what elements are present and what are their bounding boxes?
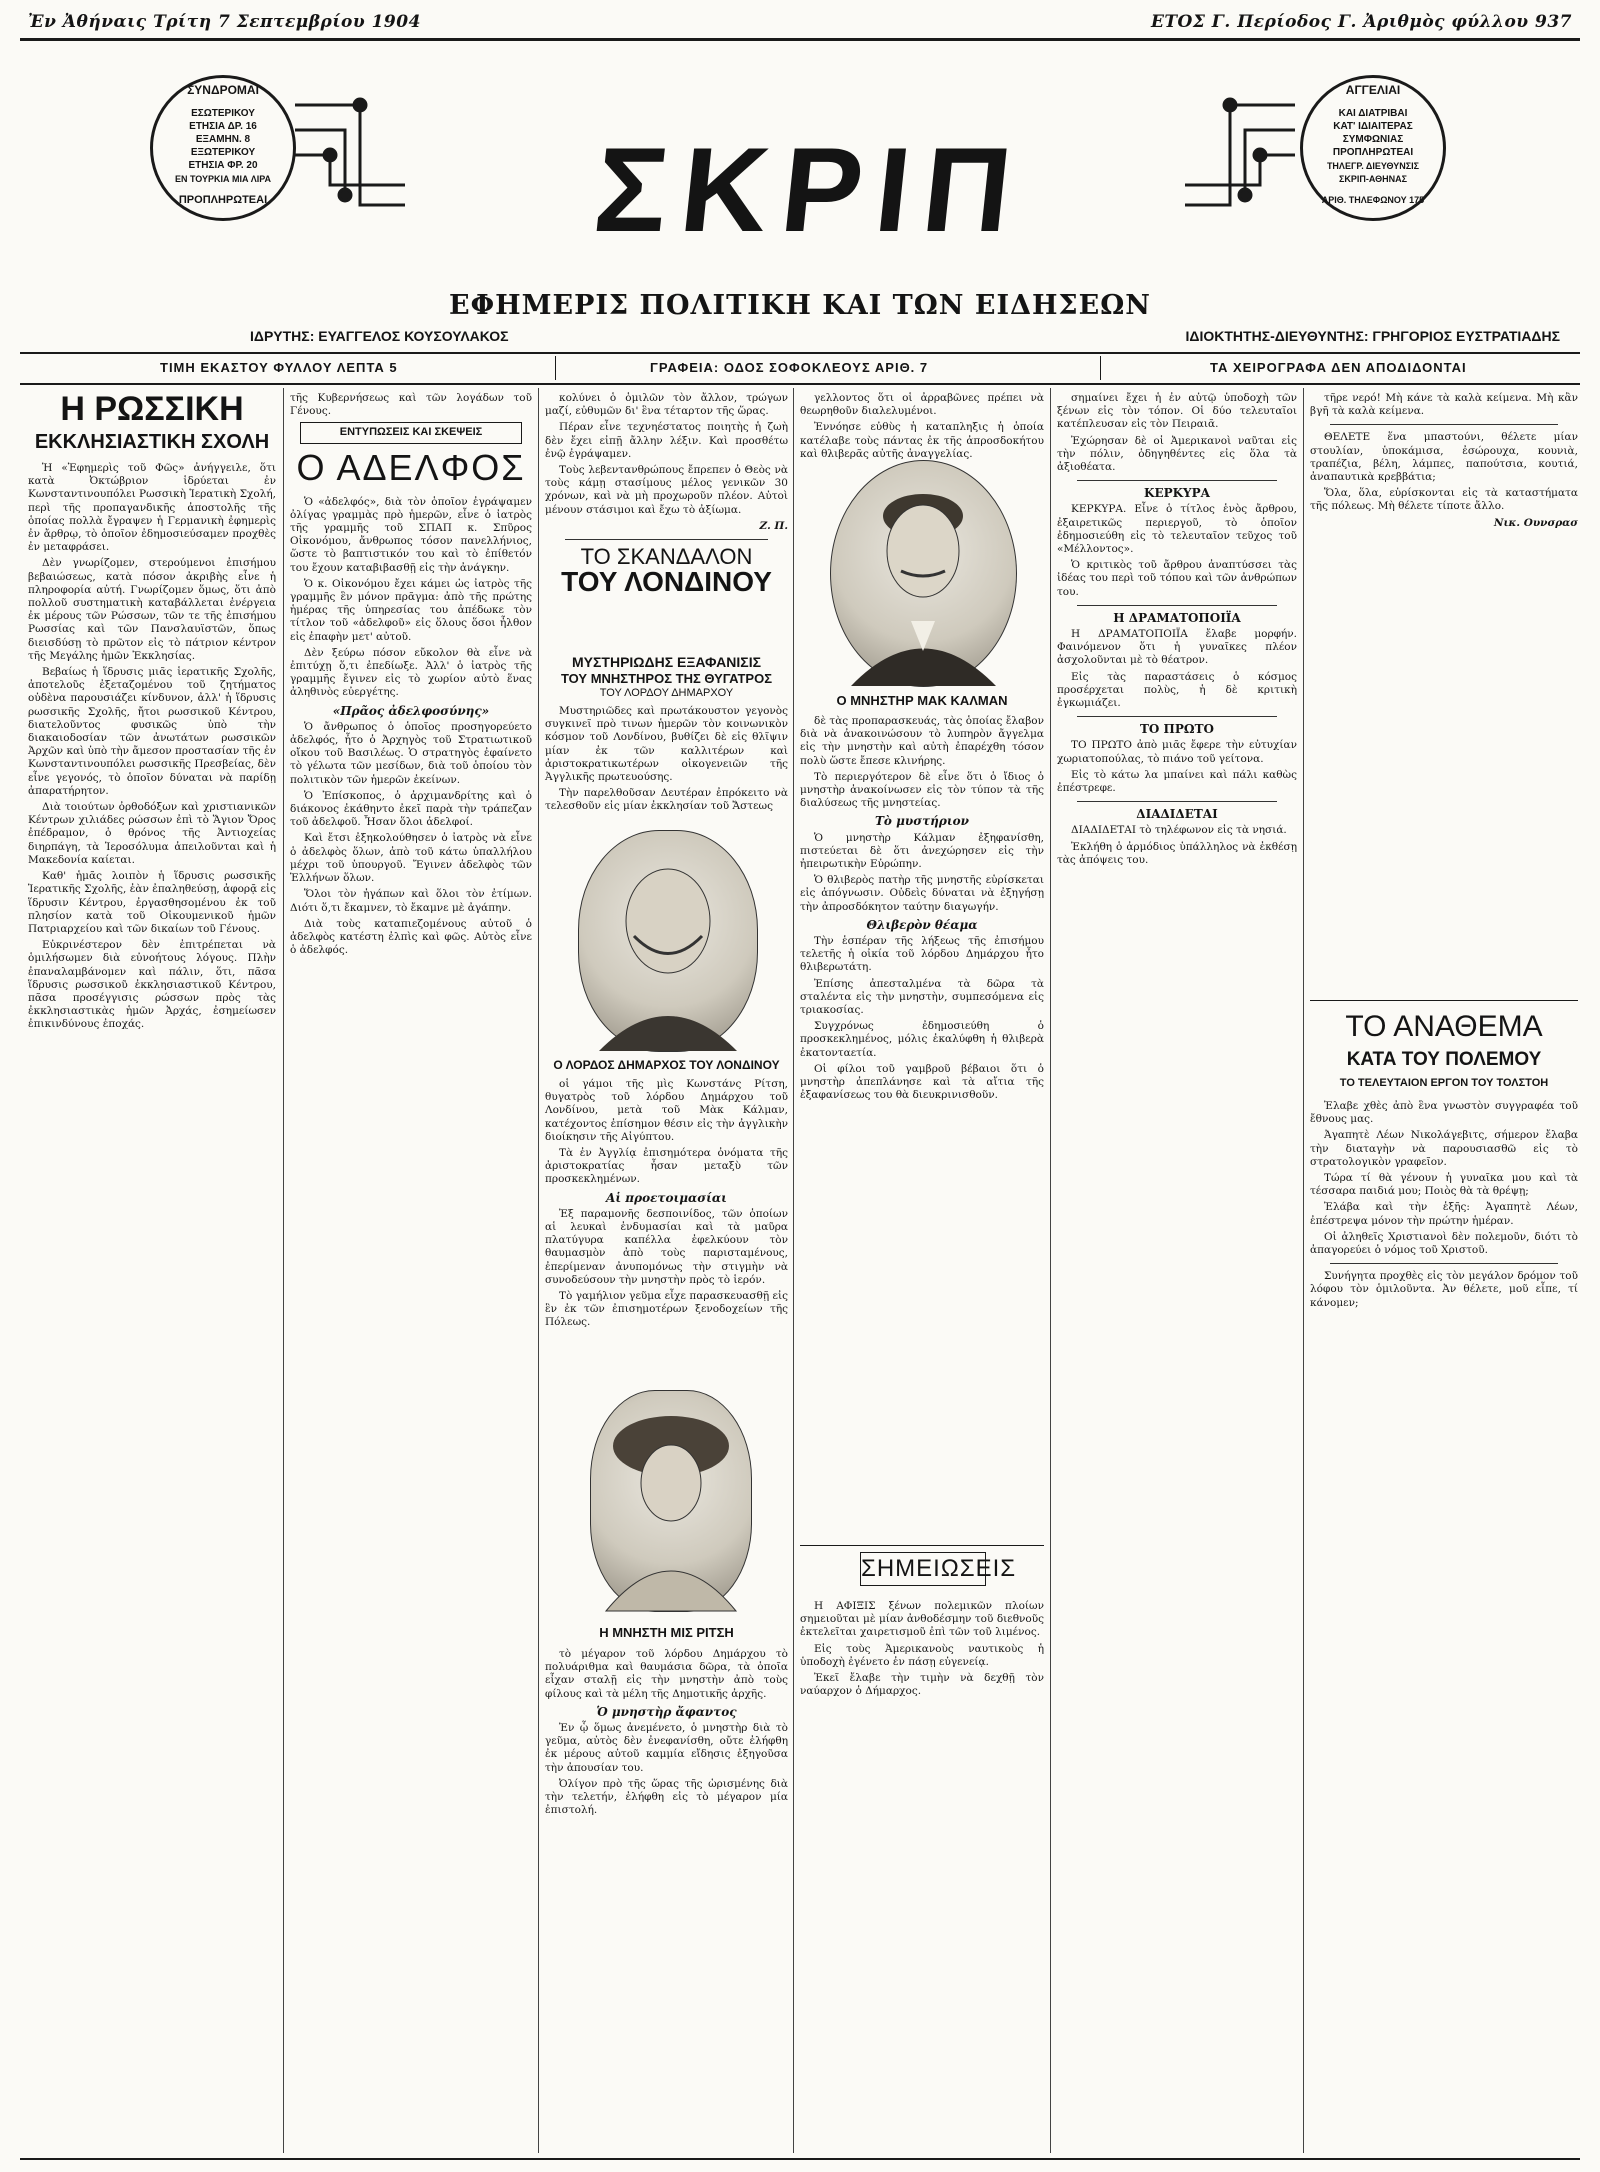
signature: Νικ. Ουνσρασ xyxy=(1493,516,1578,529)
groom-portrait xyxy=(830,460,1017,687)
subheading: Ὁ μνηστὴρ ἄφαντος xyxy=(596,1704,737,1719)
column-6-top xyxy=(1310,392,1578,982)
infobar-divider xyxy=(555,356,556,380)
section-heading: ΤΟ ΠΡΩΤΟ xyxy=(1140,722,1214,737)
paragraph: Τὸ περιεργότερον δὲ εἶνε ὅτι ὁ ἴδιος ὁ μνηστὴρ ἀνακοίνωσεν εἰς τὸν τύπον τὰ τῆς διαλύσεως τῆς μνηστείας. xyxy=(800,770,1044,810)
signature: Ζ. Π. xyxy=(759,519,788,532)
column-3-middle xyxy=(545,1078,788,1378)
article-subtitle: ΜΥΣΤΗΡΙΩΔΗΣ ΕΞΑΦΑΝΙΣΙΣ xyxy=(572,654,761,670)
portrait-caption: Ο ΛΟΡΔΟΣ ΔΗΜΑΡΧΟΣ ΤΟΥ ΛΟΝΔΙΝΟΥ xyxy=(553,1058,780,1072)
separator xyxy=(1330,424,1558,425)
article-title: ΤΟ ΣΚΑΝΔΑΛΟΝ xyxy=(580,544,753,570)
paragraph: Ἐκεῖ ἔλαβε τὴν τιμὴν νὰ δεχθῇ τὸν ναύαρχον ὁ Δήμαρχος. xyxy=(800,1672,1044,1698)
paragraph: σημαίνει ἔχει ἡ ἐν αὐτῷ ὑποδοχὴ τῶν ξένων εἰς τὸν τόπον. Οἱ δύο τελευταῖοι κατέπλευσαν εἰς τὸν Πειραιᾶ. xyxy=(1057,392,1297,431)
paragraph: Η ΔΡΑΜΑΤΟΠΟΙΪΑ ἔλαβε μορφήν. Φαινόμενον ὅτι ἡ γυναῖκες πλέον ἀσχολοῦνται μὲ τὸ θέατρον. xyxy=(1057,628,1297,667)
column-6-bottom xyxy=(1310,1100,1578,2152)
section-rule xyxy=(800,1545,1044,1546)
paragraph: Μυστηριῶδες καὶ πρωτάκουστον γεγονὸς συγκινεῖ πρὸ τινων ἡμερῶν τὸν κοινωνικὸν κόσμον τοῦ Λονδίνου, βυθίζει δὲ εἰς θλῖψιν μίαν ἐκ τῶν καλλιτέρων καὶ ἀριστοκρατικωτέρων οἰκογενειῶν τῆς Ἀγγλικῆς πρωτευούσης. xyxy=(545,705,788,784)
lord-mayor-portrait xyxy=(578,830,758,1052)
column-rule xyxy=(1303,388,1304,2153)
paragraph: Εἰς τοὺς Ἀμερικανοὺς ναυτικοὺς ἡ ὑποδοχὴ ἐγένετο ἐν πάσῃ εὐγενείᾳ. xyxy=(800,1642,1044,1668)
price: ΤΙΜΗ ΕΚΑΣΤΟΥ ΦΥΛΛΟΥ ΛΕΠΤΑ 5 xyxy=(160,360,398,375)
column-rule xyxy=(793,388,794,2153)
stamp-bottom: ΠΡΟΠΛΗΡΩΤΕΑΙ xyxy=(178,194,268,206)
paragraph: ΚΕΡΚΥΡΑ. Εἶνε ὁ τίτλος ἑνὸς ἄρθρου, ἐξαιρετικῶς περιεργοῦ, τὸ ὁποῖον ἐδημοσιεύθη εἰς τὸ τελευταῖον τεῦχος τοῦ «Μέλλοντος». xyxy=(1057,503,1297,556)
subheading: «Πρᾶος ἀδελφοσύνης» xyxy=(332,703,490,718)
column-4-bottom xyxy=(800,1600,1044,2152)
paragraph: Ὁ κ. Οἰκονόμου ἔχει κάμει ὡς ἰατρὸς τῆς γραμμῆς ἓν μόνον πρᾶγμα: ἀπὸ τῆς πρώτης ἡμέρας τῆς ὑπηρεσίας του ἀπέδωκε τὸν τίτλον τοῦ «ἀδελφοῦ» εἰς ὅλους ὅσοι ἦλθον εἰς ἐπαφὴν μετ' αὐτοῦ. xyxy=(290,577,532,643)
paragraph: Ἡ «Ἐφημερὶς τοῦ Φῶς» ἀνήγγειλε, ὅτι κατὰ Ὀκτώβριον ἱδρύεται ἐν Κωνσταντινουπόλει Ρωσσικὴ Ἱερατικὴ Σχολή, περὶ τῆς προπαγανδικῆς ἀποστολῆς τῆς ὁποίας πολλὰ ἔγραψεν ἡ Γερμανικὴ ἐφημερὶς ἐν ἄρθρῳ, τὸ ὁποῖον ἐδημοσιεύσαμεν προχθὲς ἐν μεταφράσει. xyxy=(28,462,276,554)
column-rule xyxy=(538,388,539,2153)
paragraph: Ὀλίγον πρὸ τῆς ὥρας τῆς ὡρισμένης διὰ τὴν τελετήν, ἐλήφθη εἰς τὸ μέγαρον μία ἐπιστολή. xyxy=(545,1777,788,1817)
article-subtitle-2: ΤΟΥ ΜΝΗΣΤΗΡΟΣ ΤΗΣ ΘΥΓΑΤΡΟΣ xyxy=(560,671,773,686)
infobar-divider xyxy=(1100,356,1101,380)
paragraph: τῆς Κυβερνήσεως καὶ τῶν λογάδων τοῦ Γένους. xyxy=(290,392,532,418)
article-title: ΤΟ ΑΝΑΘΕΜΑ xyxy=(1345,1010,1543,1043)
section-kicker: ΕΝΤΥΠΩΣΕΙΣ ΚΑΙ ΣΚΕΨΕΙΣ xyxy=(300,422,522,443)
paragraph: Οἱ φίλοι τοῦ γαμβροῦ βέβαιοι ὅτι ὁ μνηστὴρ ἀπεπλάνησε καὶ τὰ αἴτια τῆς ἐξαφανίσεως του θὰ διευκρινισθοῦν. xyxy=(800,1062,1044,1102)
paragraph: Ἀγαπητὲ Λέων Νικολάγεβιτς, σήμερον ἔλαβα τὴν διαταγὴν νὰ παρουσιασθῶ εἰς τὸ στρατολογικὸν γραφεῖον. xyxy=(1310,1129,1578,1168)
portrait-caption: Η ΜΝΗΣΤΗ ΜΙΣ ΡΙΤΣΗ xyxy=(599,1625,734,1640)
paragraph: Ὅλοι τὸν ἠγάπων καὶ ὅλοι τὸν ἐτίμων. Διότι ὅ,τι ἔκαμνεν, τὸ ἔκαμνε μὲ ἀγάπην. xyxy=(290,888,532,914)
separator xyxy=(1077,480,1277,481)
stamp-line: ΕΤΗΣΙΑ ΔΡ. 16 xyxy=(189,121,257,132)
paragraph: Συνήγητα προχθὲς εἰς τὸν μεγάλον δρόμον τοῦ λόφου τὸν ὁμιλοῦντα. Ἀν θέλετε, μοῦ εἶπε, τί κάνομεν; xyxy=(1310,1270,1578,1309)
paragraph: κολύνει ὁ ὁμιλῶν τὸν ἄλλον, τρώγων μαζί, εὐθυμῶν δι' ἓνα τέταρτον τῆς ὥρας. xyxy=(545,392,788,418)
column-4-top xyxy=(800,392,1044,460)
stamp-bottom: ΑΡΙΘ. ΤΗΛΕΦΩΝΟΥ 175 xyxy=(1321,195,1425,205)
top-rule xyxy=(20,38,1580,41)
portrait-caption: Ο ΜΝΗΣΤΗΡ ΜΑΚ ΚΑΛΜΑΝ xyxy=(836,693,1008,708)
issue-number: ΕΤΟΣ Γ. Περίοδος Γ. Ἀριθμὸς φύλλου 937 xyxy=(1150,12,1572,32)
column-4-middle xyxy=(800,715,1044,1535)
paragraph: Διὰ τοιούτων ὀρθοδόξων καὶ χριστιανικῶν Κέντρων χιλιάδες ρώσσων ἐπὶ τὸ Ἅγιον Ὄρος ἐπέδραμον, ὁ θρόνος τῆς Ἀντιοχείας διηρπάγη, τὰ Ἱεροσόλυμα ἀπειλοῦνται καὶ ἡ Μακεδονία καίεται. xyxy=(28,801,276,866)
paragraph: Ἐλάβα καὶ τὴν ἑξῆς: Ἀγαπητὲ Λέων, ἐπέστρεψα μόνον τὴν πρώτην ἡμέραν. xyxy=(1310,1201,1578,1227)
paragraph: Τὴν ἑσπέραν τῆς λήξεως τῆς ἐπισήμου τελετῆς ἡ οἰκία τοῦ λόρδου Δημάρχου ἦτο θλιβερωτάτη. xyxy=(800,935,1044,974)
paragraph: Τὸ γαμήλιον γεῦμα εἶχε παρασκευασθῇ εἰς ἓν ἐκ τῶν ἐπισημοτέρων ξενοδοχείων τῆς Πόλεως. xyxy=(545,1290,788,1329)
paragraph: Καὶ ἔτσι ἐξηκολούθησεν ὁ ἰατρὸς νὰ εἶνε ὁ ἀδελφὸς ὅλων, ἀπὸ τοῦ κάτω ὑπαλλήλου μέχρι τοῦ ὑπουργοῦ. Ἔγινεν ἀδελφὸς τῶν Ἑλλήνων ὅλων. xyxy=(290,832,532,885)
article-title: Ο ΑΔΕΛΦΟΣ xyxy=(296,446,526,488)
section-heading: ΚΕΡΚΥΡΑ xyxy=(1144,486,1210,501)
subheading: Αἱ προετοιμασίαι xyxy=(606,1190,727,1205)
column-3-top xyxy=(545,392,788,652)
founder: ΙΔΡΥΤΗΣ: ΕΥΑΓΓΕΛΟΣ ΚΟΥΣΟΥΛΑΚΟΣ xyxy=(250,328,509,344)
paragraph: Συγχρόνως ἐδημοσιεύθη ὁ προσκεκλημένος, μόλις ἐκαλύφθη ἡ θλιβερὰ ἐκατονταετία. xyxy=(800,1020,1044,1059)
separator xyxy=(1077,801,1277,802)
separator xyxy=(1077,605,1277,606)
paragraph: Πέραν εἶνε τεχνηέστατος ποιητὴς ἡ ζωὴ δὲν ἔχει εἰπῇ ἄλλην λέξιν. Καὶ προσθέτω ἐνῷ ἐγράψαμεν. xyxy=(545,421,788,460)
office-address: ΓΡΑΦΕΙΑ: ΟΔΟΣ ΣΟΦΟΚΛΕΟΥΣ ΑΡΙΘ. 7 xyxy=(650,360,929,375)
separator xyxy=(565,539,768,540)
stamp-line: ΕΞΑΜΗΝ. 8 xyxy=(195,134,251,145)
paragraph: Εἰς τὸ κάτω λα μπαίνει καὶ πάλι καθὼς ἐπέστρεφε. xyxy=(1057,768,1297,795)
column-rule xyxy=(1050,388,1051,2153)
subheading: Θλιβερὸν θέαμα xyxy=(866,917,978,932)
article-subtitle-2: ΤΟ ΤΕΛΕΥΤΑΙΟΝ ΕΡΓΟΝ ΤΟΥ ΤΟΛΣΤΟΗ xyxy=(1339,1077,1549,1089)
portrait-figure-icon xyxy=(591,1391,751,1611)
article-title-2: ΤΟΥ ΛΟΝΔΙΝΟΥ xyxy=(561,566,772,598)
masthead xyxy=(530,123,1090,257)
ornament-right-icon xyxy=(1180,85,1300,225)
paragraph: γελλοντος ὅτι οἱ ἀρραβῶνες πρέπει νὰ θεωρηθοῦν διαλελυμένοι. xyxy=(800,392,1044,418)
paragraph: Εὐκρινέστερον δὲν ἐπιτρέπεται νὰ ὁμιλήσωμεν διὰ εὐνοήτους λόγους. Πλὴν ἐπαναλαμβάνομεν καὶ πάλιν, ὅτι, πᾶσα ἵδρυσις ρωσσικοῦ ἐκκλησιαστικοῦ Κέντρου, πᾶσα προσέγγισις ρώσσων πρὸς τὰς ἐκκλησιαστικὰς ἡμῶν Ἀρχάς, ἐσημείωσεν ἐπικινδύνους ἐποχάς. xyxy=(28,939,276,1031)
paragraph: τῆρε νερό! Μὴ κάνε τὰ καλὰ κείμενα. Μὴ κἂν βγῆ τὰ καλὰ κείμενα. xyxy=(1310,392,1578,418)
article-subtitle-3: ΤΟΥ ΛΟΡΔΟΥ ΔΗΜΑΡΧΟΥ xyxy=(599,687,734,699)
paragraph: τὸ μέγαρον τοῦ λόρδου Δημάρχου τὸ πολυάριθμα καὶ θαυμάσια δῶρα, τὰ ὁποῖα εἶχαν σταλῇ εἰς τὴν μνηστὴν ἀπὸ τοὺς φίλους καὶ τὰ μέλη τῆς Δημοτικῆς ἀρχῆς. xyxy=(545,1648,788,1700)
paragraph: Δὲν γνωρίζομεν, στερούμενοι ἐπισήμου βεβαιώσεως, κατὰ πόσον ἀκριβὴς εἶνε ἡ πληροφορία αὐτή. Γνωρίζομεν ὅμως, ὅτι ἀπὸ πολλοῦ συστηματικὴ καταβάλλεται ἐνέργεια ἐκ μέρους τῶν Ρώσσων, τῶν τε τῆς ἐπισήμου Ρωσσίας καὶ τῶν Πανσλαυϊστῶν, ὅπως διεισδύσῃ τὸ πρῶτον εἰς τὸ πάτριον κέντρον τῆς Μεγάλης ἡμῶν Ἐκκλησίας. xyxy=(28,557,276,662)
paragraph: ΔΙΑΔΙΔΕΤΑΙ τὸ τηλέφωνον εἰς τὰ νησιά. xyxy=(1071,824,1287,837)
paragraph: Ὁ θλιβερὸς πατὴρ τῆς μνηστῆς εὑρίσκεται εἰς ἀπόγνωσιν. Οὐδεὶς δύναται νὰ ἐξηγήσῃ τὴν ἀπροσδόκητον ταύτην διαγωγήν. xyxy=(800,874,1044,913)
paragraph: Οἱ ἀληθεῖς Χριστιανοὶ δὲν πολεμοῦν, διότι τὸ ἀπαγορεύει ὁ νόμος τοῦ Χριστοῦ. xyxy=(1310,1230,1578,1257)
article-title: Η ΡΩΣΣΙΚΗ xyxy=(60,390,244,428)
portrait-figure-icon xyxy=(831,461,1016,686)
paragraph: Καθ' ἡμᾶς λοιπὸν ἡ ἵδρυσις ρωσσικῆς Ἱερατικῆς Σχολῆς, ἐὰν ἐπαληθεύσῃ, ἀφορᾷ εἰς ἵδρυσιν Κέντρου, ἐργασθησομένου ἐκ τοῦ πλησίον κατὰ τοῦ Οἰκουμενικοῦ ἡμῶν Πατριαρχείου καὶ τῶν δικαίων τοῦ Γένους. xyxy=(28,870,276,935)
paragraph: Τὴν παρελθοῦσαν Δευτέραν ἐπρόκειτο νὰ τελεσθοῦν εἰς μίαν ἐκκλησίαν τοῦ Ἄστεως xyxy=(545,787,788,813)
manuscripts-note: ΤΑ ΧΕΙΡΟΓΡΑΦΑ ΔΕΝ ΑΠΟΔΙΔΟΝΤΑΙ xyxy=(1210,360,1467,375)
issue-date: Ἐν Ἀθήναις Τρίτη 7 Σεπτεμβρίου 1904 xyxy=(28,12,421,32)
column-3-intro xyxy=(545,655,788,820)
bottom-rule xyxy=(20,2158,1580,2160)
paragraph: Ἐξ παραμονῆς δεσποινίδος, τῶν ὁποίων αἱ λευκαὶ ἐνδυμασίαι καὶ τὰ μαῦρα πλατύγυρα καπέλλα ἐφελκύουν τὸν θαυμασμὸν ἀπὸ τοὺς παρισταμένους, ἐπερίμεναν ἀνυπομόνως τὴν στιγμὴν νὰ συνοδεύσουν τὴν μνηστὴν πρὸς τὸ ἱερόν. xyxy=(545,1207,788,1286)
stamp-line: ΕΞΩΤΕΡΙΚΟΥ xyxy=(190,147,256,158)
section-rule xyxy=(1310,1000,1578,1001)
paragraph: Ὁ ἄνθρωπος ὁ ὁποῖος προσηγορεύετο ἀδελφός, ἦτο ὁ Ἀρχηγὸς τοῦ Στρατιωτικοῦ οἴκου τοῦ Βασιλέως. Ὁ στρατηγὸς ἐφαίνετο τὸ γέλωτα τῶν μεσίδων, διὰ τοῦ ὁποίου τὸν πολιτικὸν τῶν ἡμερῶν ἐκείνων. xyxy=(290,720,532,786)
paragraph: Η ΑΦΙΞΙΣ ξένων πολεμικῶν πλοίων σημειοῦται μὲ μίαν ἀνθοδέσμην τοῦ διεθνοῦς ἐκτελεῖται χαιρετισμοῦ ἐπὶ τῶν τοῦ λιμένος. xyxy=(800,1600,1044,1639)
separator xyxy=(1077,716,1277,717)
portrait-figure-icon xyxy=(579,831,757,1051)
article-subtitle: ΕΚΚΛΗΣΙΑΣΤΙΚΗ ΣΧΟΛΗ xyxy=(34,431,270,453)
column-2 xyxy=(290,392,532,2152)
paragraph: Ἐκλήθη ὁ ἀρμόδιος ὑπάλληλος νὰ ἐκθέσῃ τὰς ἀπόψεις του. xyxy=(1057,840,1297,866)
stamp-title: ΑΓΓΕΛΙΑΙ xyxy=(1345,83,1401,97)
stamp-line: ΕΣΩΤΕΡΙΚΟΥ xyxy=(191,108,255,119)
section-heading: Η ΔΡΑΜΑΤΟΠΟΙΪΑ xyxy=(1113,610,1241,625)
article-subtitle: ΚΑΤΑ ΤΟΥ ΠΟΛΕΜΟΥ xyxy=(1346,1049,1542,1070)
paragraph: Ἐννόησε εὐθὺς ἡ καταπληξις ἡ ὁποία κατέλαβε τοὺς πάντας ἐκ τῆς ἀπροσδοκήτου καὶ θλιβερᾶς αὐτῆς ἀναγγελίας. xyxy=(800,421,1044,460)
newspaper-subtitle: ΕΦΗΜΕΡΙΣ ΠΟΛΙΤΙΚΗ ΚΑΙ ΤΩΝ ΕΙΔΗΣΕΩΝ xyxy=(449,290,1151,321)
paragraph: Ἐχώρησαν δὲ οἱ Ἀμερικανοὶ ναῦται εἰς τὴν πόλιν, ὁδηγηθέντες εἰς ὅλα τὰ ἀξιοθέατα. xyxy=(1057,434,1297,474)
stamp-line: ΚΑΤ' ΙΔΙΑΙΤΕΡΑΣ xyxy=(1333,121,1413,132)
section-heading: ΔΙΑΔΙΔΕΤΑΙ xyxy=(1136,807,1218,822)
stamp-line: ΕΤΗΣΙΑ ΦΡ. 20 xyxy=(188,160,258,171)
newspaper-title: ΣΚΡΙΠ xyxy=(588,123,1032,257)
ornament-left-icon xyxy=(290,85,410,225)
masthead-rule xyxy=(20,352,1580,354)
paragraph: Τοὺς λεβεντανθρώπους ἔπρεπεν ὁ Θεὸς νὰ τοὺς κάμῃ στασίμους μέλος γενικῶν 30 χρόνων, καὶ νὰ μὴ προχωροῦν πλέον. Αὐτοὶ μένουν στάσιμοι καὶ ἔχω τὸ ἀξίωμα. xyxy=(545,464,788,516)
paragraph: Ὅλα, ὅλα, εὑρίσκονται εἰς τὰ καταστήματα τῆς πόλεως. Μὴ θέλετε τίποτε ἄλλο. xyxy=(1310,487,1578,513)
paragraph: Βεβαίως ἡ ἵδρυσις μιᾶς ἱερατικῆς Σχολῆς, ἀποτελοῦς ἐξεταζομένου τοῦ ζητήματος οὐδὲνα παρουσιάζει κίνδυνον, ἀλλ' ἡ ἵδρυσις ρωσσικῆς Σχολῆς, ἤτοι ρωσσικοῦ Κέντρου, διατελοῦντος φυσικῶς ὑπὸ τὴν διακαιοδοσίαν τῶν ἀνωτάτων ρωσσικῶν Ἀρχῶν καὶ ὑπὸ τὴν ἄμεσον προστασίαν τῆς ἐν Κωνσταντινουπόλει ρωσσικῆς Πρεσβείας, δὲν εἶνε γεγονός, τὸ ὁποῖον δύναται νὰ παρίδῃ ἀπαρατήρητον. xyxy=(28,666,276,797)
paragraph: Ὁ μνηστὴρ Κάλμαν ἐξηφανίσθη, πιστεύεται δὲ ὅτι ἀνεχώρησεν εἰς τὴν ἠπειρωτικὴν Εὐρώπην. xyxy=(800,831,1044,871)
stamp-line: ΣΥΜΦΩΝΙΑΣ xyxy=(1342,134,1404,145)
paragraph: Εἰς τὰς παραστάσεις ὁ κόσμος προσέρχεται πολὺς, ἡ δὲ κριτικὴ ἐγκωμιάζει. xyxy=(1057,670,1297,710)
infobar-rule xyxy=(20,383,1580,385)
stamp-line: ΠΡΟΠΛΗΡΩΤΕΑΙ xyxy=(1332,147,1414,158)
notes-title: ΣΗΜΕΙΩΣΕΙΣ xyxy=(860,1552,986,1586)
paragraph: Ἐπίσης ἀπεσταλμένα τὰ δῶρα τὰ σταλέντα εἰς τὴν μνηστὴν, συμπεσόμενα εἰς τριακοσίας. xyxy=(800,977,1044,1017)
bride-portrait xyxy=(590,1390,752,1612)
stamp-title: ΣΥΝΔΡΟΜΑΙ xyxy=(187,83,259,97)
paragraph: ΘΕΛΕΤΕ ἕνα μπαστούνι, θέλετε μίαν στουλίαν, ὑποκάμισα, ἐσώρουχα, κουνιὰ, τραπέζια, βέλη, λάμπες, παπούτσια, κουτιά, ἀναπαυτικὰ κρεββάτια; xyxy=(1310,431,1578,484)
column-rule xyxy=(283,388,284,2153)
column-5 xyxy=(1057,392,1297,2152)
paragraph: Ἐλαβε χθὲς ἀπὸ ἓνα γνωστὸν συγγραφέα τοῦ ἔθνους μας. xyxy=(1310,1100,1578,1126)
paragraph: Ὁ κριτικὸς τοῦ ἄρθρου ἀναπτύσσει τὰς ἰδέας του περὶ τοῦ τόπου καὶ τῶν ἀνθρώπων του. xyxy=(1057,559,1297,598)
stamp-line: ΣΚΡΙΠ-ΑΘΗΝΑΣ xyxy=(1338,174,1408,184)
stamp-line: ΤΗΛΕΓΡ. ΔΙΕΥΘΥΝΣΙΣ xyxy=(1326,161,1420,171)
paragraph: ΤΟ ΠΡΩΤΟ ἀπὸ μιᾶς ἔφερε τὴν εὐτυχίαν χωριατοπούλας, τὸ πιάνο τοῦ γείτονα. xyxy=(1057,739,1297,765)
column-3-bottom xyxy=(545,1648,788,2153)
paragraph: Ἐν ᾧ ὅμως ἀνεμένετο, ὁ μνηστὴρ διὰ τὸ γεῦμα, αὐτὸς δὲν ἐνεφανίσθη, οὔτε ἐλήφθη ἐκ μέρους αὐτοῦ καμμία εἴδησις ἐξηγοῦσα τὴν ἀπουσίαν του. xyxy=(545,1722,788,1774)
paragraph: Τὰ ἐν Ἀγγλίᾳ ἐπισημότερα ὀνόματα τῆς ἀριστοκρατίας ἦσαν μεταξὺ τῶν προσκεκλημένων. xyxy=(545,1147,788,1186)
paragraph: δὲ τὰς προπαρασκευάς, τὰς ὁποίας ἔλαβον διὰ νὰ ἀνακοινώσουν τὸ λυπηρὸν ἄγγελμα εἰς τὴν μνηστὴν καὶ αὐτὴ ἐπαρέχθη τόσον πολὺ ὥστε ἔπεσε κλινήρης. xyxy=(800,715,1044,767)
paragraph: Ὁ Ἐπίσκοπος, ὁ ἀρχιμανδρίτης καὶ ὁ διάκονος ἐκάθηντο ἐκεῖ παρὰ τὴν τράπεζαν τοῦ ἀδελφοῦ. Ἦσαν ὅλοι ἀδελφοί. xyxy=(290,789,532,829)
subheading: Τὸ μυστήριον xyxy=(875,814,969,829)
paragraph: Ὁ «ἀδελφός», διὰ τὸν ὁποῖον ἐγράψαμεν ὀλίγας γραμμὰς πρὸ ἡμερῶν, εἶνε ὁ ἰατρὸς τῆς γραμμῆς τοῦ ΣΠΑΠ κ. Σπῦρος Οἰκονόμου, ἄνθρωπος τόσον πανελλήνιος, ὥστε τὸ βαπτιστικόν του καὶ τὸ ἐπίθετόν του ἔχουν καταβιβασθῇ εἰς τὴν ἀνάγκην. xyxy=(290,495,532,574)
column-1 xyxy=(28,392,276,2152)
paragraph: οἱ γάμοι τῆς μὶς Κωνστάνς Ρίτση, θυγατρὸς τοῦ λόρδου Δημάρχου τοῦ Λονδίνου, μετὰ τοῦ Μὰκ Κάλμαν, κατέχοντος ἐπίσημον θέσιν εἰς τὴν ἀγγλικὴν διοίκησιν τῆς Αἰγύπτου. xyxy=(545,1078,788,1143)
paragraph: Δὲν ξεύρω πόσον εὔκολον θὰ εἶνε νὰ ἐπιτύχῃ ὅ,τι ἐπεδίωξε. Ἀλλ' ὁ ἰατρὸς τῆς γραμμῆς ἔγινεν εἰς τὸ χωρίον αὐτὸ ἕνας ἀληθινὸς εὐεργέτης. xyxy=(290,646,532,699)
stamp-line: ΚΑΙ ΔΙΑΤΡΙΒΑΙ xyxy=(1338,108,1408,119)
subscription-stamp xyxy=(150,75,296,221)
owner: ΙΔΙΟΚΤΗΤΗΣ-ΔΙΕΥΘΥΝΤΗΣ: ΓΡΗΓΟΡΙΟΣ ΕΥΣΤΡΑΤΙΑΔΗΣ xyxy=(1185,328,1560,344)
paragraph: Τώρα τί θὰ γένουν ἡ γυναῖκα μου καὶ τὰ τέσσαρα παιδιά μου; Ποιὸς θὰ τὰ θρέψῃ; xyxy=(1310,1172,1578,1198)
stamp-line: ΕΝ ΤΟΥΡΚΙΑ ΜΙΑ ΛΙΡΑ xyxy=(174,174,272,184)
ads-stamp xyxy=(1300,75,1446,221)
separator xyxy=(1330,1263,1558,1264)
paragraph: Διὰ τοὺς καταπιεζομένους αὐτοῦ ὁ ἀδελφὸς κατέστη ἐλπὶς καὶ φῶς. Αὐτὸς εἶνε ὁ ἀδελφός. xyxy=(290,917,532,957)
